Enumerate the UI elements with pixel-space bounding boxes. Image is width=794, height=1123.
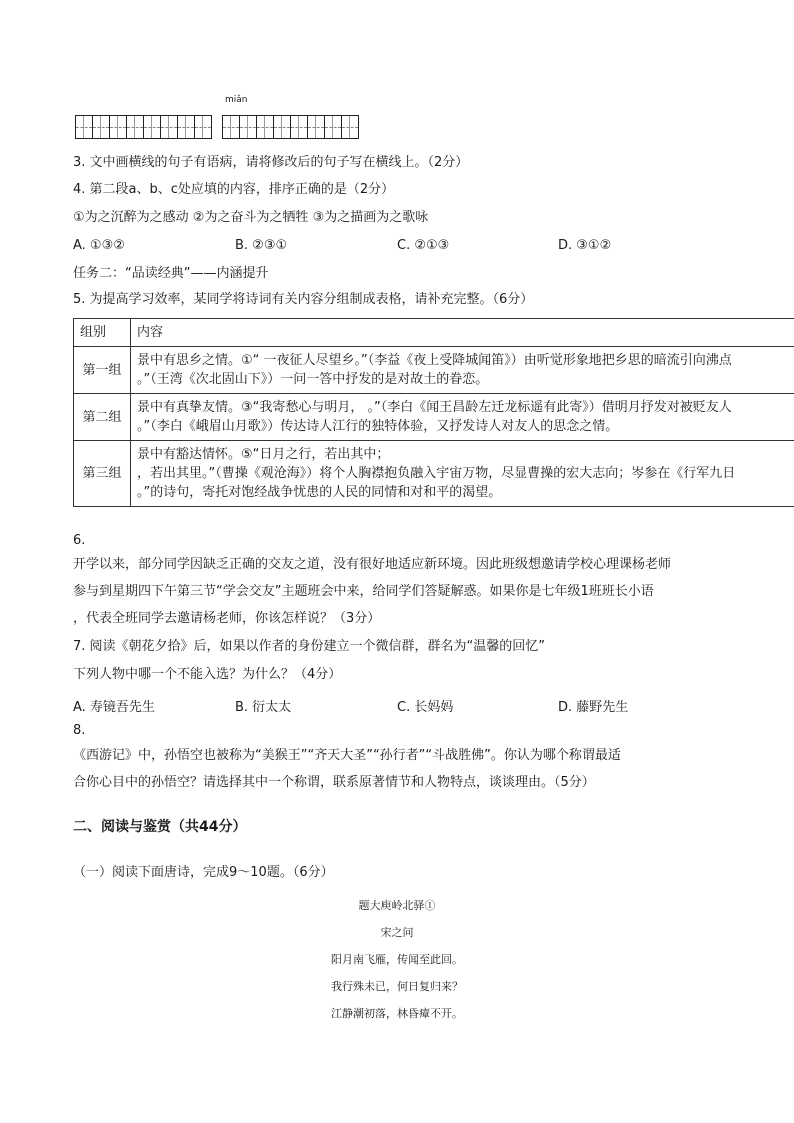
question-7-stem: 7. 阅读《朝花夕拾》后，如果以作者的身份建立一个微信群，群名为“温馨的回忆”: [73, 639, 546, 654]
question-6-line: 参与到星期四下午第三节“学会交友”主题班会中来，给同学们答疑解惑。如果你是七年级1班班长小语: [73, 584, 654, 599]
grid-cell[interactable]: [274, 115, 291, 139]
table-header-content: 内容: [131, 319, 794, 347]
content-line: 景中有豁达情怀。⑤“日月之行，若出其中；: [137, 447, 390, 462]
grid-cell[interactable]: [127, 115, 144, 139]
poem-title: 题大庾岭北驿①: [358, 899, 436, 912]
poem-line: 阳月南飞雁，传闻至此回。: [331, 953, 463, 966]
group-cell: 第二组: [74, 394, 131, 441]
q7-option-d[interactable]: D. 藤野先生: [558, 700, 629, 715]
table-row: [74, 441, 794, 507]
grid-cell[interactable]: [144, 115, 161, 139]
poem-line: 我行殊未已，何日复归来？: [331, 980, 463, 993]
content-cell: [131, 441, 794, 507]
content-line: 。”（李白《峨眉山月歌》）传达诗人江行的独特体验，又抒发诗人对友人的思念之情。: [137, 419, 619, 434]
grid-cell[interactable]: [195, 115, 212, 139]
writing-grid-left[interactable]: [75, 115, 212, 139]
section-2-heading: 二、阅读与鉴赏（共44分）: [73, 819, 247, 835]
grid-cell[interactable]: [257, 115, 274, 139]
question-4-stem: 4. 第二段a、b、c处应填的内容，排序正确的是（2分）: [73, 182, 395, 197]
grid-cell[interactable]: [161, 115, 178, 139]
pinyin-annotation: miǎn: [225, 95, 248, 105]
grid-cell[interactable]: [178, 115, 195, 139]
content-line: 。”（王湾《次北固山下》）一问一答中抒发的是对故土的眷恋。: [137, 372, 489, 387]
poem-author: 宋之问: [380, 926, 414, 939]
q7-option-a[interactable]: A. 寿镜吾先生: [73, 700, 155, 715]
q4-option-a[interactable]: A. ①③②: [73, 238, 125, 253]
q4-option-b[interactable]: B. ②③①: [235, 238, 288, 253]
grid-cell[interactable]: [325, 115, 342, 139]
poem-line: 江静潮初落，林昏瘴不开。: [331, 1007, 463, 1020]
group-cell: 第一组: [74, 347, 131, 394]
question-8-line: 合你心目中的孙悟空？请选择其中一个称谓，联系原著情节和人物特点，谈谈理由。（5分）: [73, 775, 595, 790]
grid-cell[interactable]: [110, 115, 127, 139]
q4-option-c[interactable]: C. ②①③: [397, 238, 450, 253]
q7-option-b[interactable]: B. 衍太太: [235, 700, 292, 715]
question-6-line: ，代表全班同学去邀请杨老师，你该怎样说？（3分）: [73, 611, 381, 626]
q4-option-d[interactable]: D. ③①②: [558, 238, 612, 253]
question-4-items: ①为之沉醉为之感动 ②为之奋斗为之牺牲 ③为之描画为之歌咏: [73, 210, 429, 225]
table-header-group: 组别: [74, 319, 131, 347]
question-7-line2: 下列人物中哪一个不能入选？为什么？（4分）: [73, 667, 342, 682]
question-5: 5. 为提高学习效率，某同学将诗词有关内容分组制成表格，请补充完整。（6分）: [73, 292, 534, 307]
grid-cell[interactable]: [342, 115, 359, 139]
part-1-heading: （一）阅读下面唐诗，完成9～10题。（6分）: [73, 865, 334, 880]
poetry-table: [73, 318, 794, 507]
content-line: 景中有真挚友情。③“我寄愁心与明月， 。”（李白《闻王昌龄左迁龙标遥有此寄》）借明月抒发对被贬友人: [137, 400, 732, 415]
writing-grid-right[interactable]: [222, 115, 359, 139]
grid-cell[interactable]: [291, 115, 308, 139]
table-row: [74, 394, 794, 441]
group-cell: 第三组: [74, 441, 131, 507]
content-line: ，若出其里。”（曹操《观沧海》）将个人胸襟抱负融入宇宙万物，尽显曹操的宏大志向；岑参在《行军九日: [137, 466, 736, 481]
question-6-number: 6.: [73, 533, 86, 548]
question-8-number: 8.: [73, 723, 86, 738]
content-cell: [131, 394, 794, 441]
grid-cell[interactable]: [308, 115, 325, 139]
task-2-heading: 任务二：“品读经典”——内涵提升: [73, 266, 269, 281]
grid-cell[interactable]: [93, 115, 110, 139]
content-line: 。”的诗句，寄托对饱经战争忧患的人民的同情和对和平的渴望。: [137, 485, 502, 500]
table-header-row: [74, 319, 794, 347]
grid-cell[interactable]: [223, 115, 240, 139]
content-cell: [131, 347, 794, 394]
grid-cell[interactable]: [240, 115, 257, 139]
question-8-line: 《西游记》中，孙悟空也被称为“美猴王”“齐天大圣”“孙行者”“斗战胜佛”。你认为哪个称谓最适: [73, 748, 621, 763]
grid-cell[interactable]: [76, 115, 93, 139]
table-row: [74, 347, 794, 394]
content-line: 景中有思乡之情。①“ 一夜征人尽望乡。”（李益《夜上受降城闻笛》）由听觉形象地把乡思的暗流引向沸点: [137, 353, 732, 368]
question-6-line: 开学以来，部分同学因缺乏正确的交友之道，没有很好地适应新环境。因此班级想邀请学校心理课杨老师: [73, 557, 672, 572]
q7-option-c[interactable]: C. 长妈妈: [397, 700, 454, 715]
question-3: 3. 文中画横线的句子有语病，请将修改后的句子写在横线上。（2分）: [73, 155, 469, 170]
